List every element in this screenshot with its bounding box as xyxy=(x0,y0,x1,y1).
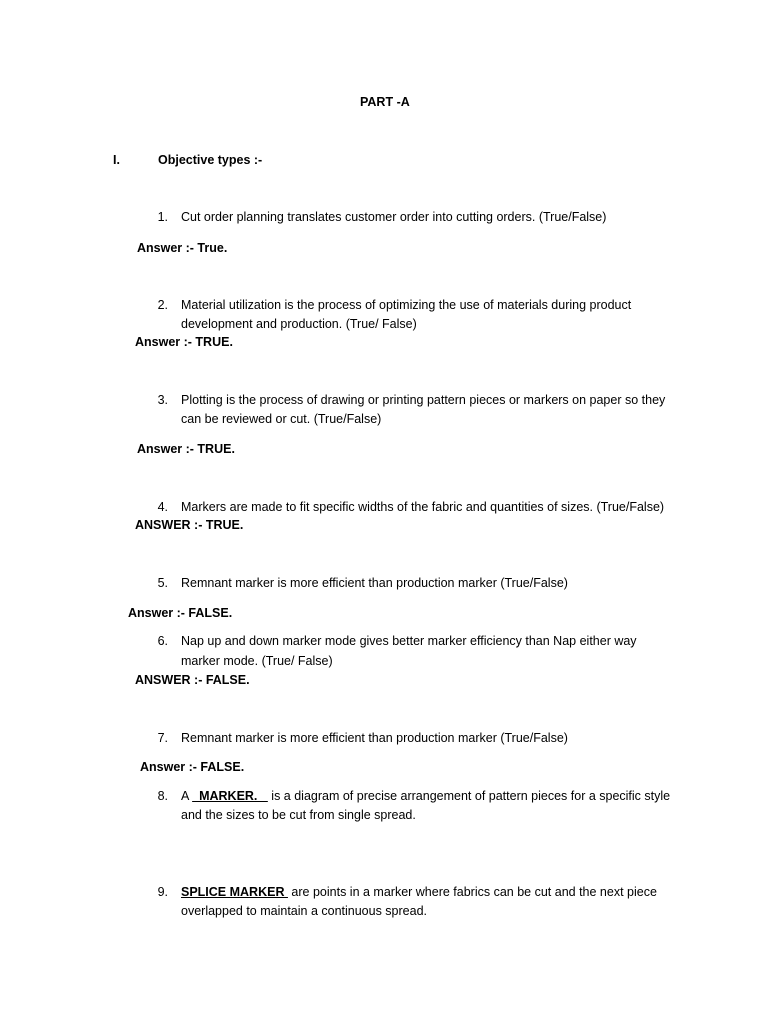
question-number: 3. xyxy=(157,393,168,407)
question-text: Remnant marker is more efficient than production marker (True/False) xyxy=(181,576,568,590)
question-number: 4. xyxy=(157,500,168,514)
answer: Answer :- True. xyxy=(137,241,228,255)
question-number: 2. xyxy=(157,298,168,312)
question-text: and the sizes to be cut from single spread. xyxy=(181,808,416,822)
answer-blank: SPLICE MARKER xyxy=(181,885,288,899)
question-text: Plotting is the process of drawing or printing pattern pieces or markers on paper so they xyxy=(181,393,666,407)
question-text: marker mode. (True/ False) xyxy=(181,654,333,668)
question-number: 9. xyxy=(157,885,168,899)
answer-blank: MARKER. xyxy=(192,789,268,803)
question-text: can be reviewed or cut. (True/False) xyxy=(181,412,382,426)
question-number: 5. xyxy=(157,576,168,590)
question-text: Material utilization is the process of optimizing the use of materials during product xyxy=(181,298,632,312)
question-number: 6. xyxy=(157,634,168,648)
question-text xyxy=(181,883,657,902)
answer: Answer :- TRUE. xyxy=(137,442,235,456)
question-text: overlapped to maintain a continuous spread. xyxy=(181,904,427,918)
question-text: Markers are made to fit specific widths of the fabric and quantities of sizes. (True/False) xyxy=(181,500,665,514)
section-title: Objective types :- xyxy=(158,153,263,167)
question-prefix: A xyxy=(181,789,193,803)
question-text xyxy=(181,787,670,806)
question-rest: is a diagram of precise arrangement of pattern pieces for a specific style xyxy=(267,789,671,803)
answer: ANSWER :- FALSE. xyxy=(135,673,250,687)
question-number: 1. xyxy=(157,210,168,224)
question-text: Remnant marker is more efficient than production marker (True/False) xyxy=(181,731,568,745)
answer: ANSWER :- TRUE. xyxy=(135,518,244,532)
question-text: development and production. (True/ False) xyxy=(181,317,417,331)
question-number: 8. xyxy=(157,789,168,803)
page-title: PART -A xyxy=(360,95,410,109)
answer: Answer :- FALSE. xyxy=(140,760,245,774)
question-text: Nap up and down marker mode gives better marker efficiency than Nap either way xyxy=(181,634,637,648)
question-number: 7. xyxy=(157,731,168,745)
question-text: Cut order planning translates customer order into cutting orders. (True/False) xyxy=(181,210,607,224)
answer: Answer :- FALSE. xyxy=(128,606,233,620)
section-number: I. xyxy=(113,153,120,167)
answer: Answer :- TRUE. xyxy=(135,335,233,349)
question-rest: are points in a marker where fabrics can be cut and the next piece xyxy=(287,885,657,899)
